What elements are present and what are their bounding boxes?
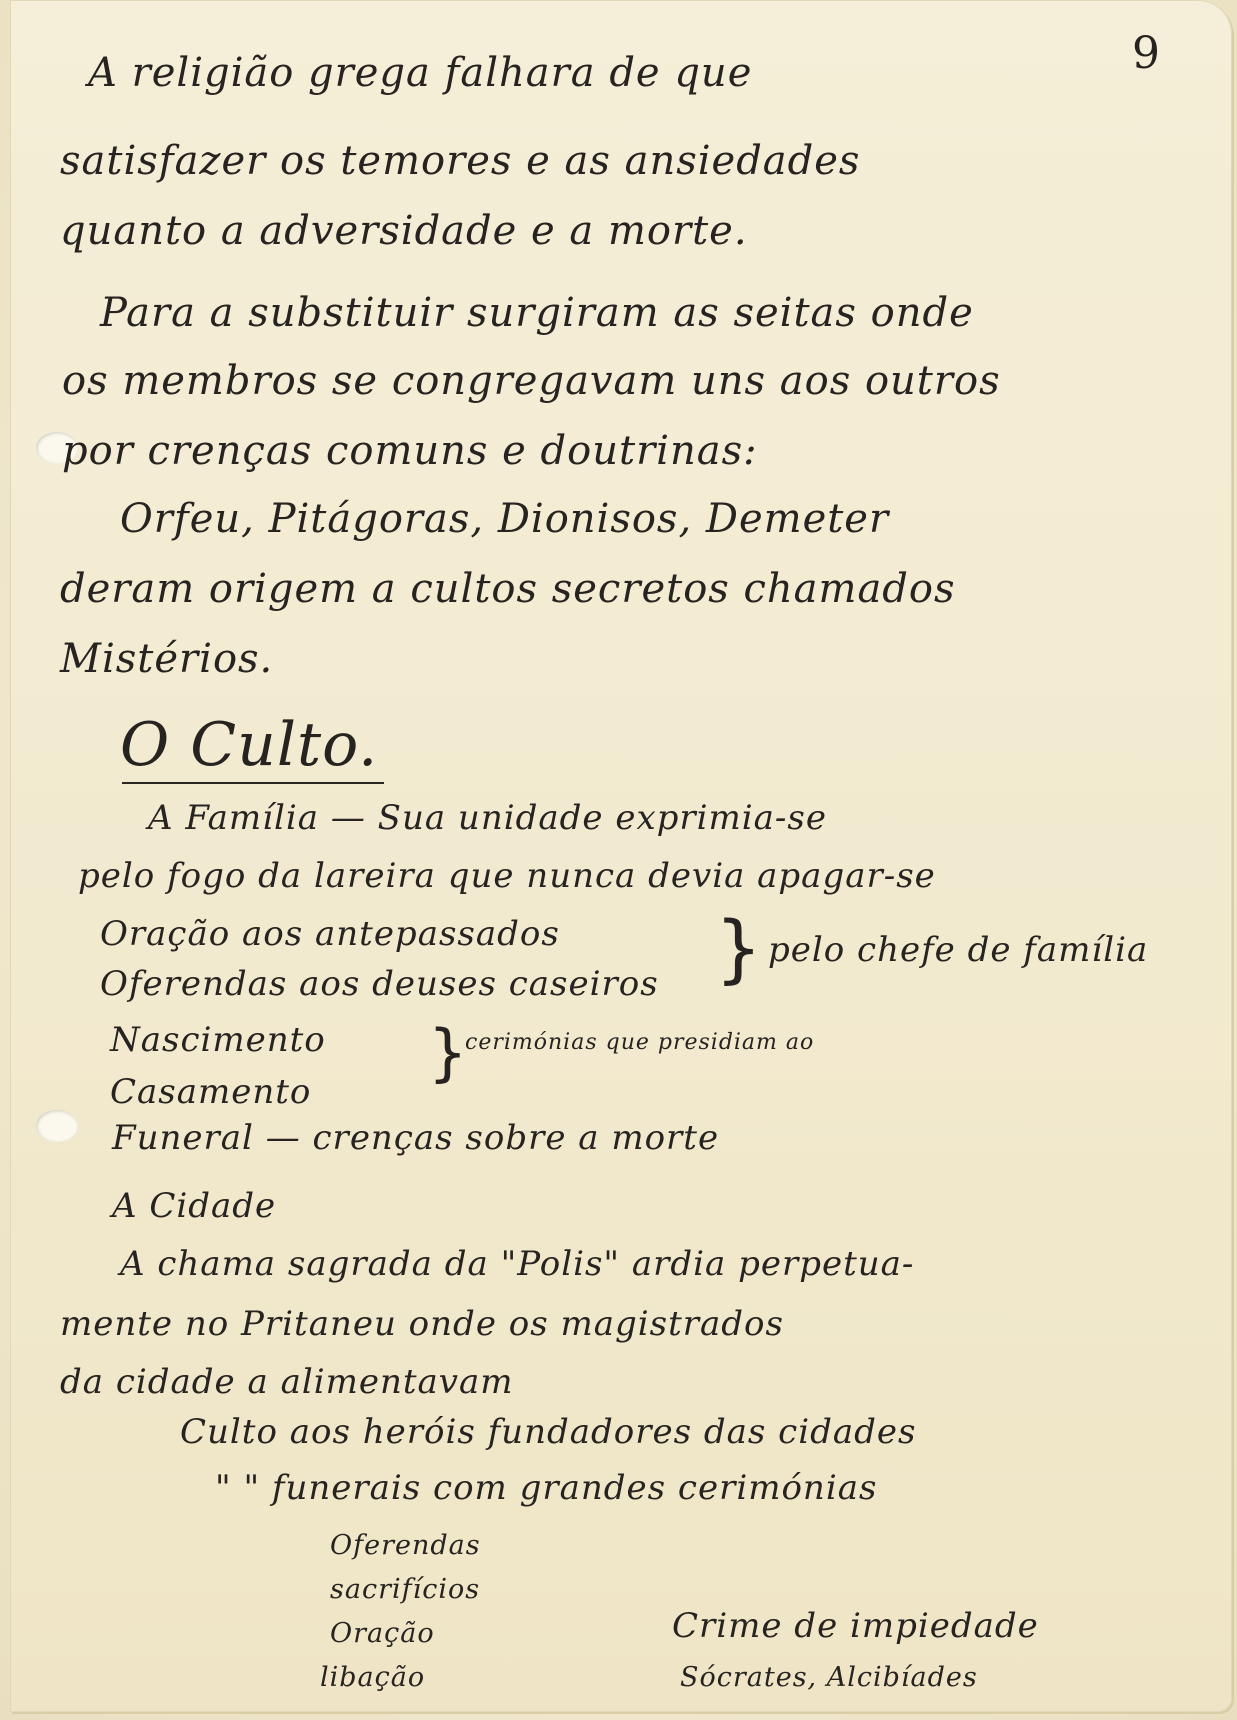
text-line: da cidade a alimentavam [60,1362,514,1402]
text-line: Para a substituir surgiram as seitas onde [100,290,974,336]
text-line: Oração aos antepassados [100,914,560,954]
text-line: " " funerais com grandes cerimónias [215,1468,878,1508]
text-line: satisfazer os temores e as ansiedades [60,138,861,184]
subsection-heading: A Cidade [112,1186,277,1226]
text-line: Crime de impiedade [672,1606,1039,1646]
text-line: A Família — Sua unidade exprimia-se [148,798,827,838]
text-line: mente no Pritaneu onde os magistrados [60,1304,784,1344]
list-item: Oferendas [330,1530,481,1561]
text-line: Oferendas aos deuses caseiros [100,964,659,1004]
text-line: cerimónias que presidiam ao [465,1030,815,1055]
text-line: pelo chefe de família [768,930,1149,970]
list-item: libação [320,1662,426,1693]
text-line: os membros se congregavam uns aos outros [62,358,1001,404]
text-line: Sócrates, Alcibíades [680,1662,978,1693]
section-heading: O Culto. [120,710,379,780]
text-line: A religião grega falhara de que [88,50,753,96]
text-line: Culto aos heróis fundadores das cidades [180,1412,917,1452]
punch-hole [36,1110,78,1142]
text-line: A chama sagrada da "Polis" ardia perpetua- [120,1244,915,1284]
list-item: Oração [330,1618,435,1649]
text-line: quanto a adversidade e a morte. [60,208,748,254]
text-line: Nascimento [110,1020,326,1060]
text-line: pelo fogo da lareira que nunca devia apagar-se [78,856,936,896]
brace: } [428,1016,468,1089]
brace: } [715,906,763,992]
text-line: por crenças comuns e doutrinas: [62,428,758,474]
text-line: deram origem a cultos secretos chamados [60,566,956,612]
text-line: Casamento [110,1072,312,1112]
text-line: Orfeu, Pitágoras, Dionisos, Demeter [120,496,890,542]
text-line: Funeral — crenças sobre a morte [112,1118,720,1158]
heading-underline [122,782,384,784]
page-number: 9 [1132,28,1161,79]
list-item: sacrifícios [330,1574,481,1605]
text-line: Mistérios. [60,636,274,682]
